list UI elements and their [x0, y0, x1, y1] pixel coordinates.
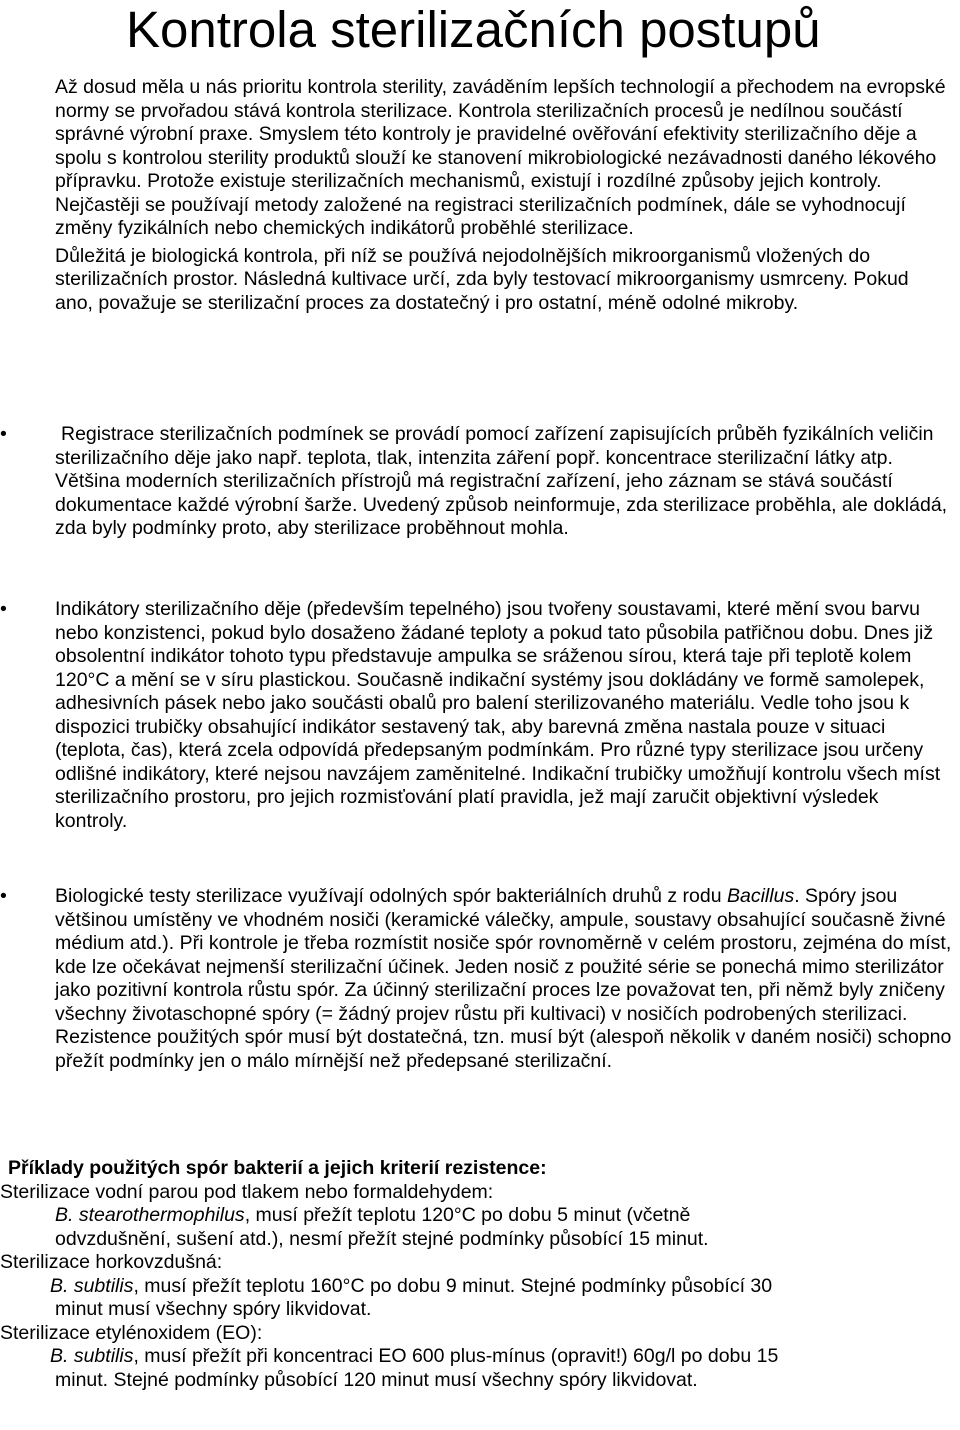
page-title: Kontrola sterilizačních postupů: [126, 1, 821, 58]
example-item-2-line-2: minut musí všechny spóry likvidovat.: [55, 1298, 372, 1320]
example-species-1: B. stearothermophilus: [55, 1204, 245, 1226]
intro-paragraph-2: Důležitá je biologická kontrola, při níž se používá nejodolnějších mikroorganismů vložených do sterilizačních prostor. Následná kultivace určí, zda byly testovací mikroorganismy usmrceny. Pokud ano, považuje se sterilizační proces za dostatečný i pro ostatní, méně odolné mikroby.: [55, 244, 909, 314]
bullet-bio-text-post: . Spóry jsou většinou umístěny ve vhodném nosiči (keramické válečky, ampule, soustavy obsahující současně živné médium atd.). Při kontrole je třeba rozmístit nosiče spór rovnoměrně v celém prostoru, zejména do míst, kde lze očekávat nejmenší sterilizační účinek. Jeden nosič z použité série se ponechá mimo sterilizátor jako pozitivní kontrola růstu spór. Za účinný sterilizační proces lze považovat ten, při němž byly zničeny všechny životaschopné spóry (= žádný projev růstu při kultivaci) v nosičích podrobených sterilizaci. Rezistence použitých spór musí být dostatečná, tzn. musí být (alespoň několik v daném nosiči) schopno přežít podmínky jen o málo mírnější než předepsané sterilizační.: [55, 885, 952, 1072]
examples-heading: Příklady použitých spór bakterií a jejich kriterií rezistence:: [8, 1157, 547, 1179]
example-item-1-line-1: , musí přežít teplotu 120°C po dobu 5 minut (včetně: [244, 1204, 691, 1226]
example-species-2: B. subtilis: [50, 1274, 134, 1297]
example-species-3: B. subtilis: [50, 1345, 134, 1367]
bullet-marker-2: •: [0, 598, 7, 620]
bullet-registration-text: Registrace sterilizačních podmínek se provádí pomocí zařízení zapisujících průběh fyzikálních veličin sterilizačního děje jako např. teplota, tlak, intenzita záření popř. koncentrace sterilizační látky atp. Většina moderních sterilizačních přístrojů má registrační zařízení, jeho záznam se stává součástí dokumentace každé výrobní šarže. Uvedený způsob neinformuje, zda sterilizace proběhla, ale dokládá, zda byly podmínky proto, aby sterilizace proběhnout mohla.: [55, 423, 948, 539]
intro-paragraph-1: Až dosud měla u nás prioritu kontrola sterility, zaváděním lepších technologií a přechodem na evropské normy se prvořadou stává kontrola sterilizace. Kontrola sterilizačních procesů je nedílnou součástí správné výrobní praxe. Smyslem této kontroly je pravidelné ověřování efektivity sterilizačního děje a spolu s kontrolou sterility produktů slouží ke stanovení mikrobiologické nezávadnosti daného lékového přípravku. Protože existuje sterilizačních mechanismů, existují i rozdílné způsoby jejich kontroly. Nejčastěji se používají metody založené na registraci sterilizačních podmínek, dále se vyhodnocují změny fyzikálních nebo chemických indikátorů proběhlé sterilizace.: [55, 76, 946, 239]
examples-section: [0, 1157, 958, 1392]
bullet-indicators-text: Indikátory sterilizačního děje (především tepelného) jsou tvořeny soustavami, které mění svou barvu nebo konzistenci, pokud bylo dosaženo žádané teploty a pokud tato působila patřičnou dobu. Dnes již obsolentní indikátor tohoto typu představuje ampulka se sráženou sírou, která taje při teplotě kolem 120°C a mění se v síru plastickou. Současně indikační systémy jsou dokládány ve formě samolepek, adhesivních pásek nebo jako součásti obalů pro balení sterilizovaného materiálu. Vedle toho jsou k dispozici trubičky obsahující indikátor sestavený tak, aby barevná změna nastala pouze v situaci (teplota, čas), která zcela odpovídá předepsaným podmínkám. Pro různé typy sterilizace jsou určeny odlišné indikátory, které nejsou navzájem zaměnitelné. Indikační trubičky umožňují kontrolu všech míst sterilizačního prostoru, pro jejich rozmisťování platí pravidla, jež mají zaručit objektivní výsledek kontroly.: [55, 598, 941, 832]
bullet-marker-3: •: [0, 885, 7, 907]
example-item-eo: [0, 1345, 958, 1392]
example-item-3-line-1: , musí přežít při koncentraci EO 600 plus-mínus (opravit!) 60g/l po dobu 15: [133, 1345, 779, 1367]
example-category-eo: Sterilizace etylénoxidem (EO):: [0, 1321, 263, 1344]
bullet-bio-text-pre: Biologické testy sterilizace využívají odolných spór bakteriálních druhů z rodu: [55, 885, 727, 907]
example-item-steam: [0, 1204, 958, 1251]
bullet-indicators: [55, 598, 955, 833]
bullet-bio-genus: Bacillus: [727, 885, 795, 907]
example-category-steam: Sterilizace vodní parou pod tlakem nebo formaldehydem:: [0, 1180, 494, 1203]
example-item-hot-air: [0, 1275, 958, 1322]
example-category-hot-air: Sterilizace horkovzdušná:: [0, 1251, 223, 1273]
intro-section: [55, 76, 950, 315]
bullet-marker-1: •: [0, 423, 7, 445]
example-item-3-line-2: minut. Stejné podmínky působící 120 minut musí všechny spóry likvidovat.: [55, 1368, 698, 1391]
example-item-2-line-1: , musí přežít teplotu 160°C po dobu 9 minut. Stejné podmínky působící 30: [133, 1274, 773, 1297]
bullet-biological-tests: [55, 885, 955, 1073]
example-item-1-line-2: odvzdušnění, sušení atd.), nesmí přežít stejné podmínky působící 15 minut.: [55, 1227, 709, 1250]
bullet-registration: [55, 423, 955, 541]
